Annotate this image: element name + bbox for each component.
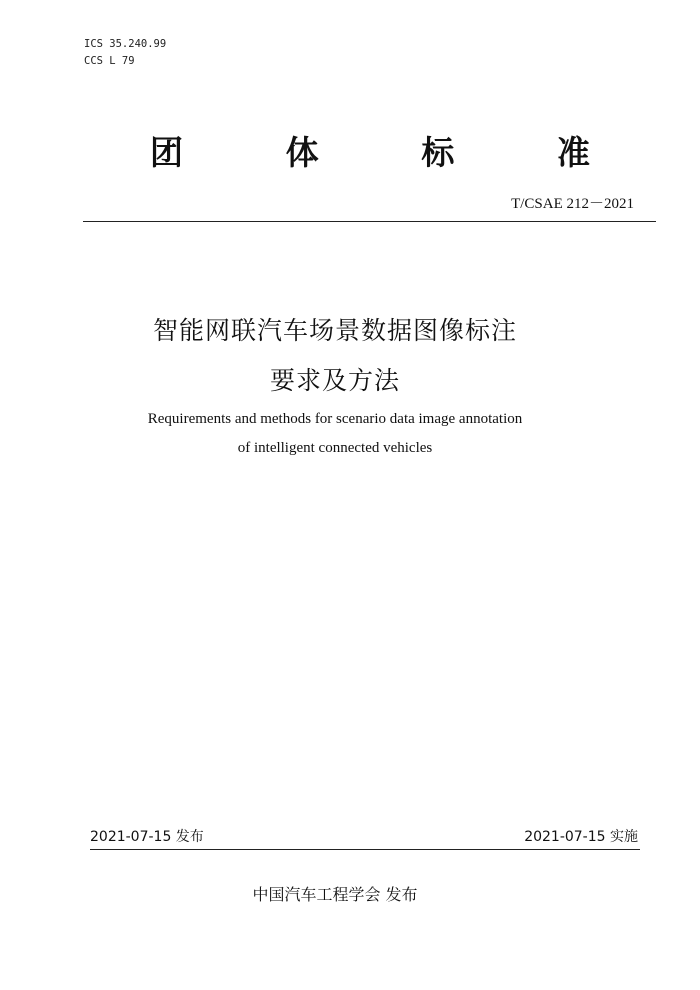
implementation-date: 2021-07-15 实施 bbox=[524, 829, 638, 845]
publisher: 中国汽车工程学会 发布 bbox=[252, 885, 418, 904]
top-divider bbox=[83, 221, 656, 222]
standard-number: T/CSAE 212－2021 bbox=[511, 196, 634, 212]
english-title-line-1: Requirements and methods for scenario data image annotation bbox=[147, 411, 523, 427]
standard-type-char-1: 团 bbox=[150, 132, 183, 172]
standard-type-char-4: 准 bbox=[556, 132, 590, 172]
standard-type-char-3: 标 bbox=[421, 132, 455, 172]
issue-date: 2021-07-15 发布 bbox=[90, 829, 204, 845]
english-title-line-2: of intelligent connected vehicles bbox=[237, 440, 433, 456]
standard-type-char-2: 体 bbox=[285, 132, 319, 172]
standard-type-heading bbox=[150, 126, 590, 174]
classification-codes bbox=[84, 36, 166, 70]
chinese-title-line-1: 智能网联汽车场景数据图像标注 bbox=[152, 316, 517, 345]
bottom-divider bbox=[90, 849, 640, 850]
ccs-code: CCS L 79 bbox=[84, 55, 135, 67]
chinese-title-line-2: 要求及方法 bbox=[269, 366, 400, 395]
ics-code: ICS 35.240.99 bbox=[84, 38, 167, 50]
